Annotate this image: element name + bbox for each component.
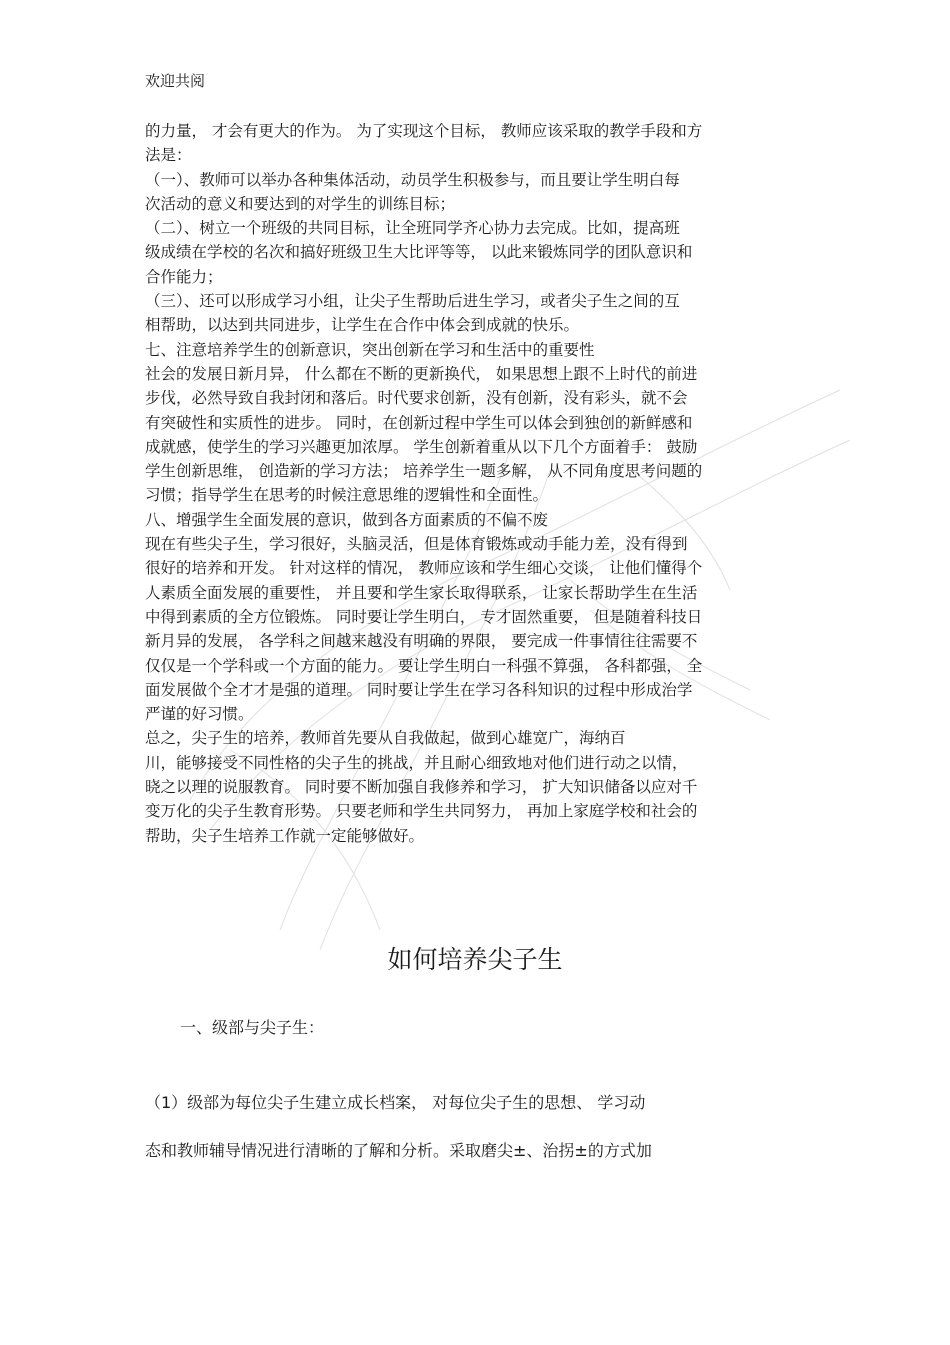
text-line: 次活动的意义和要达到的对学生的训练目标； xyxy=(145,194,456,213)
text-line: 法是： xyxy=(145,146,192,165)
text-line: （一）、教师可以举办各种集体活动，动员学生积极参与，而且要让学生明白每 xyxy=(145,170,680,189)
text-line: 晓之以理的说服教育。 同时要不断加强自我修养和学习， 扩大知识储备以应对千 xyxy=(145,778,698,797)
text-line: 八、增强学生全面发展的意识，做到各方面素质的不偏不废 xyxy=(145,510,549,529)
text-line: 面发展做个全才才是强的道理。 同时要让学生在学习各科知识的过程中形成治学 xyxy=(145,680,693,699)
text-line: （二）、树立一个班级的共同目标，让全班同学齐心协力去完成。比如，提高班 xyxy=(145,219,680,238)
text-line: 七、注意培养学生的创新意识，突出创新在学习和生活中的重要性 xyxy=(145,340,595,359)
text-line: 现在有些尖子生，学习很好，头脑灵活，但是体育锻炼或动手能力差，没有得到 xyxy=(145,535,688,554)
text-line: 步伐，必然导致自我封闭和落后。时代要求创新，没有创新，没有彩头，就不会 xyxy=(145,389,688,408)
text-line: 新月异的发展， 各学科之间越来越没有明确的界限， 要完成一件事情往往需要不 xyxy=(145,632,698,651)
text-line: 社会的发展日新月异， 什么都在不断的更新换代， 如果思想上跟不上时代的前进 xyxy=(145,364,698,383)
text-line: 合作能力； xyxy=(145,267,223,286)
text-line: 相帮助，以达到共同进步，让学生在合作中体会到成就的快乐。 xyxy=(145,316,580,335)
text-line: 学生创新思维， 创造新的学习方法； 培养学生一题多解， 从不同角度思考问题的 xyxy=(145,462,703,481)
section-heading: 一、级部与尖子生： xyxy=(180,1018,325,1037)
text-line: 中得到素质的全方位锻炼。 同时要让学生明白， 专才固然重要， 但是随着科技日 xyxy=(145,607,703,626)
paragraph-line: （1）级部为每位尖子生建立成长档案， 对每位尖子生的思想、 学习动 xyxy=(145,1093,646,1112)
text-line: 总之，尖子生的培养，教师首先要从自我做起，做到心雄宽广，海纳百 xyxy=(145,729,626,748)
document-title: 如何培养尖子生 xyxy=(387,945,563,974)
text-line: （三）、还可以形成学习小组，让尖子生帮助后进生学习，或者尖子生之间的互 xyxy=(145,292,680,311)
text-line: 级成绩在学校的名次和搞好班级卫生大比评等等， 以此来锻炼同学的团队意识和 xyxy=(145,243,693,262)
paragraph-line: 态和教师辅导情况进行清晰的了解和分析。采取磨尖±、治拐±的方式加 xyxy=(145,1141,652,1160)
text-line: 仅仅是一个学科或一个方面的能力。 要让学生明白一科强不算强， 各科都强， 全 xyxy=(145,656,703,675)
text-line: 帮助，尖子生培养工作就一定能够做好。 xyxy=(145,826,425,845)
text-line: 变万化的尖子生教育形势。 只要老师和学生共同努力， 再加上家庭学校和社会的 xyxy=(145,802,698,821)
text-line: 严谨的好习惯。 xyxy=(145,705,254,724)
page-header: 欢迎共阅 xyxy=(145,72,206,90)
text-line: 人素质全面发展的重要性， 并且要和学生家长取得联系， 让家长帮助学生在生活 xyxy=(145,583,698,602)
text-line: 很好的培养和开发。 针对这样的情况， 教师应该和学生细心交谈， 让他们懂得个 xyxy=(145,559,703,578)
text-line: 习惯；指导学生在思考的时候注意思维的逻辑性和全面性。 xyxy=(145,486,549,505)
text-line: 川，能够接受不同性格的尖子生的挑战，并且耐心细致地对他们进行动之以情， xyxy=(145,753,688,772)
text-line: 有突破性和实质性的进步。 同时，在创新过程中学生可以体会到独创的新鲜感和 xyxy=(145,413,693,432)
text-line: 的力量， 才会有更大的作为。 为了实现这个目标， 教师应该采取的教学手段和方 xyxy=(145,122,703,140)
text-line: 成就感，使学生的学习兴趣更加浓厚。 学生创新着重从以下几个方面着手： 鼓励 xyxy=(145,437,698,456)
body-text xyxy=(145,119,825,848)
